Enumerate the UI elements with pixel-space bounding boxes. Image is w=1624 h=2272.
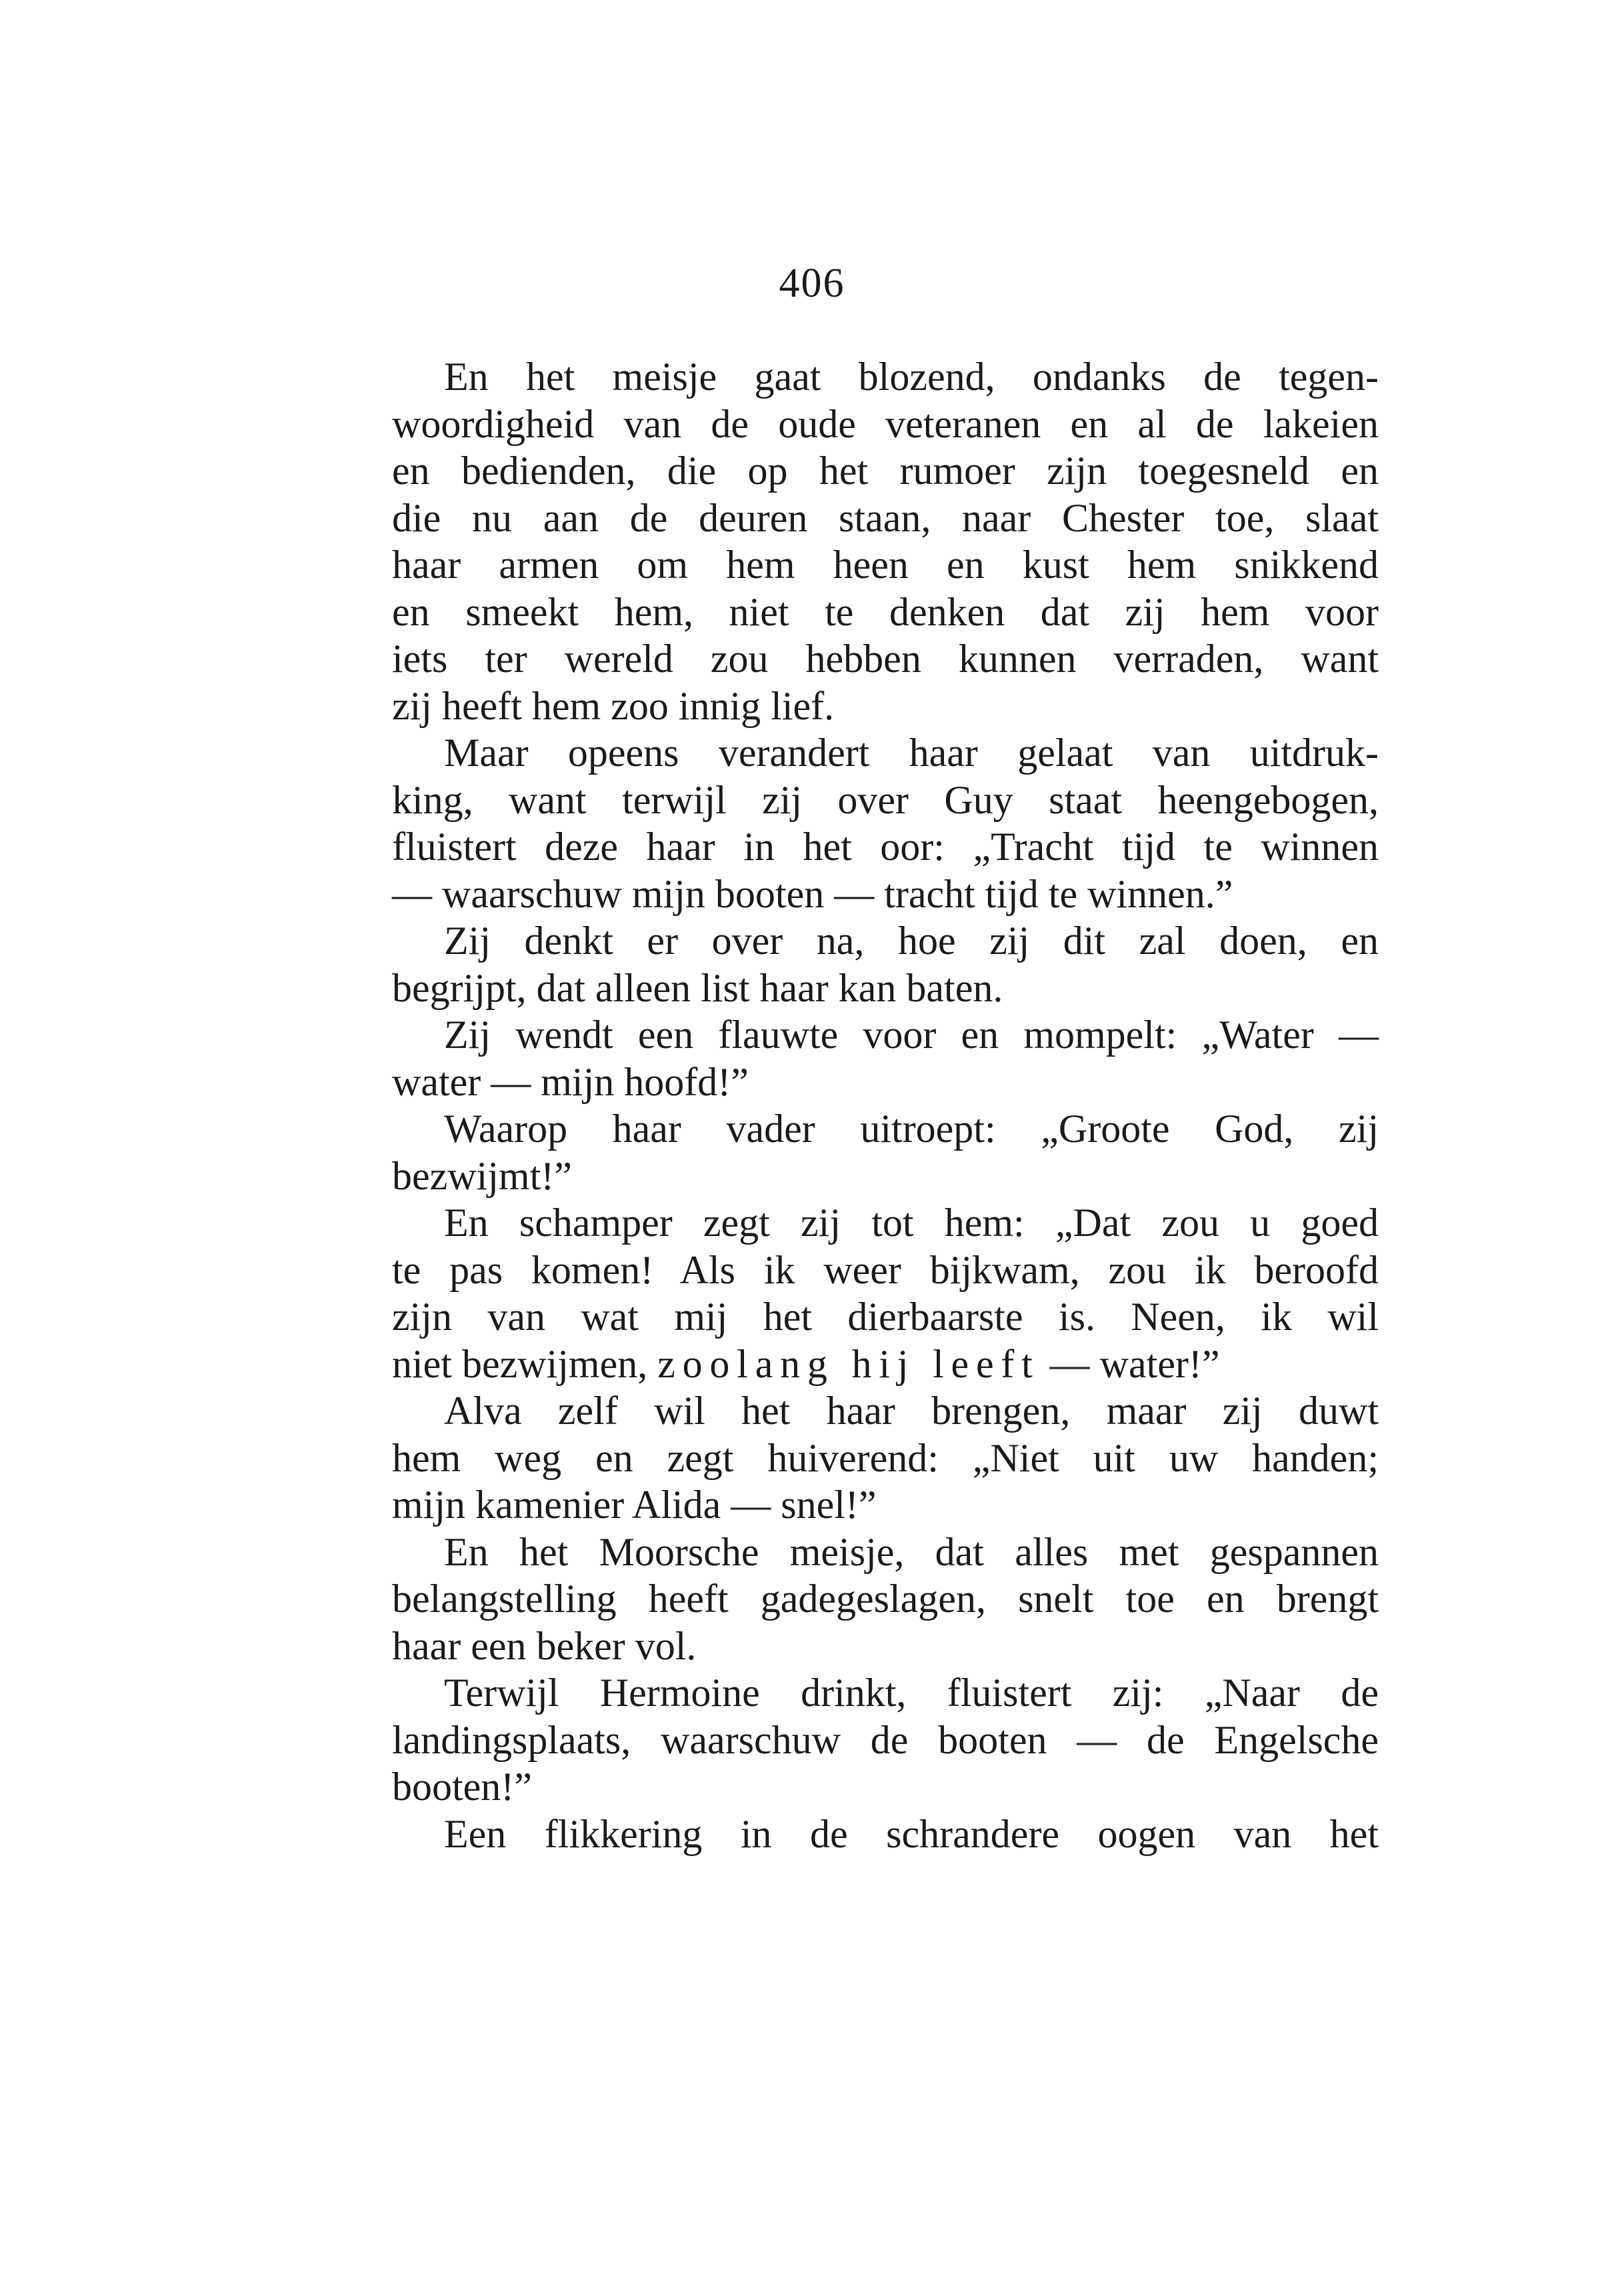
text-line: zijn van wat mij het dierbaarste is. Neen, ik wil	[392, 1295, 1379, 1339]
text-line: en bedienden, die op het rumoer zijn toegesneld en	[392, 449, 1379, 493]
text-line: zij heeft hem zoo innig lief.	[392, 683, 835, 728]
paragraph	[392, 1011, 1379, 1105]
body-text	[392, 353, 1379, 1857]
text-line: Zij denkt er over na, hoe zij dit zal doen, en	[444, 919, 1379, 963]
text-line: Waarop haar vader uitroept: „Groote God, zij	[444, 1107, 1379, 1151]
text-line: Maar opeens verandert haar gelaat van uitdruk-	[444, 731, 1379, 775]
paragraph	[392, 1199, 1379, 1387]
text-line: haar een beker vol.	[392, 1623, 697, 1668]
paragraph	[392, 729, 1379, 917]
text-line: hem weg en zegt huiverend: „Niet uit uw handen;	[392, 1435, 1379, 1480]
text-line: die nu aan de deuren staan, naar Chester toe, slaat	[392, 495, 1379, 540]
text-line: iets ter wereld zou hebben kunnen verraden, want	[392, 637, 1379, 681]
text-line: — waarschuw mijn booten — tracht tijd te winnen.”	[392, 871, 1233, 916]
emphasized-text: zoolang hij leeft	[657, 1341, 1040, 1386]
text-line: te pas komen! Als ik weer bijkwam, zou ik beroofd	[392, 1247, 1379, 1292]
text-line: landingsplaats, waarschuw de booten — de Engelsche	[392, 1717, 1379, 1762]
text-line: en smeekt hem, niet te denken dat zij hem voor	[392, 589, 1379, 634]
text-line: Alva zelf wil het haar brengen, maar zij duwt	[444, 1389, 1379, 1433]
text-segment: — water!”	[1039, 1341, 1220, 1386]
text-line: haar armen om hem heen en kust hem snikkend	[392, 543, 1379, 587]
paragraph	[392, 1811, 1379, 1858]
text-line	[392, 1341, 1379, 1388]
text-line: booten!”	[392, 1765, 532, 1809]
paragraph	[392, 1105, 1379, 1199]
text-line: fluistert deze haar in het oor: „Tracht tijd te winnen	[392, 825, 1379, 869]
text-line: belangstelling heeft gadegeslagen, snelt toe en brengt	[392, 1577, 1379, 1621]
text-line: Terwijl Hermoine drinkt, fluistert zij: „Naar de	[444, 1671, 1379, 1715]
text-line: mijn kamenier Alida — snel!”	[392, 1483, 877, 1527]
text-line: begrijpt, dat alleen list haar kan baten.	[392, 965, 1003, 1010]
text-segment: niet bezwijmen,	[392, 1341, 658, 1386]
paragraph	[392, 917, 1379, 1011]
text-line: En het meisje gaat blozend, ondanks de tegen-	[444, 355, 1379, 399]
text-line: water — mijn hoofd!”	[392, 1059, 749, 1104]
paragraph	[392, 353, 1379, 729]
paragraph	[392, 1529, 1379, 1670]
text-line: En schamper zegt zij tot hem: „Dat zou u goed	[444, 1201, 1379, 1245]
page-number: 406	[779, 261, 845, 306]
paragraph	[392, 1669, 1379, 1811]
text-line: king, want terwijl zij over Guy staat heengebogen,	[392, 777, 1379, 822]
text-line: Zij wendt een flauwte voor en mompelt: „Water —	[444, 1013, 1379, 1057]
text-line: Een flikkering in de schrandere oogen van het	[444, 1811, 1379, 1856]
text-line: bezwijmt!”	[392, 1153, 572, 1198]
paragraph	[392, 1387, 1379, 1529]
text-line: En het Moorsche meisje, dat alles met gespannen	[444, 1529, 1379, 1574]
text-line: woordigheid van de oude veteranen en al de lakeien	[392, 401, 1379, 446]
